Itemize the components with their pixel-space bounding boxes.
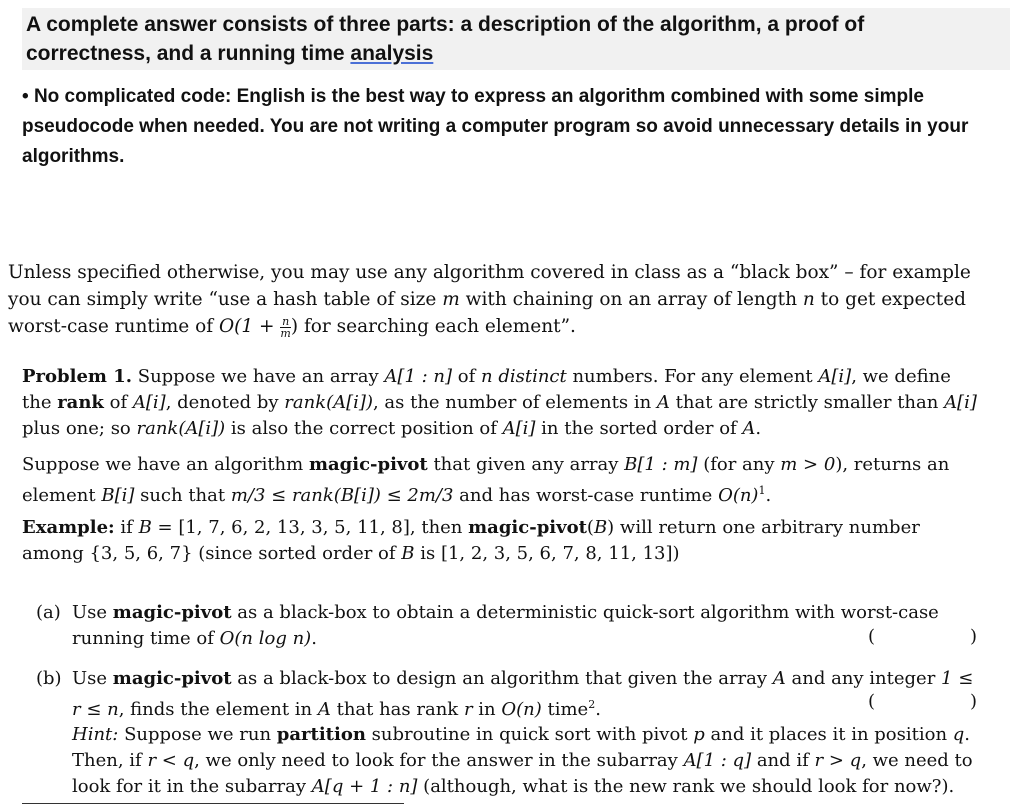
text: (for any [697,454,781,475]
text: (although, what is the new rank we should look for now?). [417,776,955,797]
math-expr: A[i] [944,392,977,413]
emphasis: distinct [498,366,567,387]
text: and it places it in position [704,724,953,745]
text: as a black-box to obtain a deterministic quick-sort algorithm with worst-case running time of [72,602,939,649]
text: , we define the [22,366,951,413]
math-var: r [463,699,473,720]
text: Suppose we run [118,724,277,745]
part-b [36,666,980,723]
math-expr: m > 0 [780,454,836,475]
part-b-hint [72,722,982,800]
heading-line-1: A complete answer consists of three parts: a description of the algorithm, a proof of [26,13,865,36]
math-var: A [317,699,331,720]
text: is also the correct position of [225,418,503,439]
math-expr: r > q [814,750,862,771]
math-expr: O(n log n) [219,628,312,649]
math-var: B [593,517,608,538]
intro-text: to get expected worst-case runtime of [8,289,966,337]
text: is [1, 2, 3, 5, 6, 7, 8, 11, 13]) [414,543,680,564]
intro-text: Unless specified otherwise, you may use any algorithm covered in class as a “black box” – for example you can simply write “use a hash table of size [8,262,971,310]
points-paren-open: ( [868,691,876,712]
bold-term: rank [57,392,104,413]
math-expr: A[1 : q] [683,750,752,771]
intro-text: with chaining on an array of length [459,289,803,310]
math-expr: rank(A[i]) [284,392,373,413]
text: Use [72,602,113,623]
text: of [452,366,481,387]
math-expr: m/3 ≤ rank(B[i]) ≤ 2m/3 [230,485,454,506]
heading-line-2: correctness, and a running time [26,42,351,65]
text: ), returns an element [22,454,950,506]
fraction-numerator: n [282,314,290,328]
bold-term: partition [276,724,366,745]
math-var: A [772,668,786,689]
math-var: p [693,724,705,745]
math-expr: O(n) [718,485,759,506]
text: ) will return one arbitrary number among {3, 5, 6, 7} (since sorted order of [22,517,920,564]
part-b-text [72,666,980,723]
text: Suppose we have an array [132,366,385,387]
hint-label: Hint: [72,724,119,745]
text: ( [586,517,594,538]
text: , we need to look for it in the subarray [72,750,973,797]
bold-term: magic-pivot [308,454,428,475]
math-expr: B[i] [101,485,135,506]
text: . [595,699,601,720]
points-paren-close: ) [970,691,978,712]
bold-term: magic-pivot [112,668,232,689]
text: . [765,485,772,506]
text: subroutine in quick sort with pivot [365,724,694,745]
math-expr: 1 ≤ r ≤ n [72,668,974,720]
part-a [36,600,980,652]
math-expr: r < q [147,750,195,771]
math-expr: A[i] [502,418,536,439]
text: Use [72,668,113,689]
magic-pivot-definition [22,452,982,509]
text: if [114,517,139,538]
text: that has rank [330,699,464,720]
code-guideline-bullet [22,82,997,172]
text: such that [134,485,231,506]
footnote-rule [22,803,404,804]
example-paragraph [22,515,982,567]
text: , as the number of elements in [372,392,657,413]
math-expr: rank(A[i]) [136,418,226,439]
text: and has worst-case runtime [453,485,719,506]
text: Suppose we have an algorithm [22,454,309,475]
text: . [755,418,762,439]
text: as a black-box to design an algorithm that given the array [231,668,773,689]
text: , we only need to look for the answer in the subarray [194,750,684,771]
bullet-marker: • [22,86,29,107]
bold-term: magic-pivot [468,517,587,538]
fraction-denominator: m [280,326,291,340]
footnote-marker: 2 [588,698,596,711]
text: numbers. For any element [566,366,819,387]
math-var: A [656,392,670,413]
text: , finds the element in [118,699,318,720]
problem-1-definition [22,364,982,442]
text: that are strictly smaller than [669,392,945,413]
part-label: (b) [36,668,62,689]
math-var: m [442,289,460,310]
bold-term: magic-pivot [112,602,232,623]
text: . [311,628,317,649]
text: . Then, if [72,724,971,771]
math-expr: O(n) [501,699,542,720]
math-expr: ) [290,316,299,337]
text: that given any array [427,454,625,475]
text: of [103,392,133,413]
text: , denoted by [165,392,285,413]
black-box-note [8,259,983,340]
text: and if [751,750,815,771]
problem-label: Problem 1. [22,366,133,387]
math-expr: B[1 : m] [624,454,698,475]
instructions-heading [22,8,1010,70]
math-expr: A[q + 1 : n] [311,776,418,797]
math-var: n [802,289,815,310]
example-label: Example: [22,517,115,538]
math-var: A [742,418,756,439]
text: = [1, 7, 6, 2, 13, 3, 5, 11, 8], then [151,517,469,538]
part-label: (a) [36,602,61,623]
text: and any integer [785,668,942,689]
math-var: n [480,366,493,387]
intro-text: for searching each element”. [298,316,576,337]
bullet-text: No complicated code: English is the best way to express an algorithm combined with some simple pseudocode when needed. You are not writing a computer program so avoid unnecessary details in your algorithms. [22,86,969,167]
footnote-marker: 1 [758,484,766,497]
text: plus one; so [22,418,137,439]
math-var: B [401,543,415,564]
fraction [280,316,290,339]
text: in the sorted order of [535,418,743,439]
heading-underlined-word: analysis [350,42,434,65]
points-paren-open: ( [868,626,876,647]
part-a-text [72,600,980,652]
points-paren-close: ) [970,626,978,647]
math-expr: O(1 + [218,316,281,337]
math-expr: A[i] [818,366,852,387]
math-expr: A[i] [132,392,166,413]
math-expr: A[1 : n] [384,366,453,387]
math-var: q [952,724,965,745]
math-var: B [138,517,152,538]
text: time [541,699,589,720]
text: in [472,699,502,720]
